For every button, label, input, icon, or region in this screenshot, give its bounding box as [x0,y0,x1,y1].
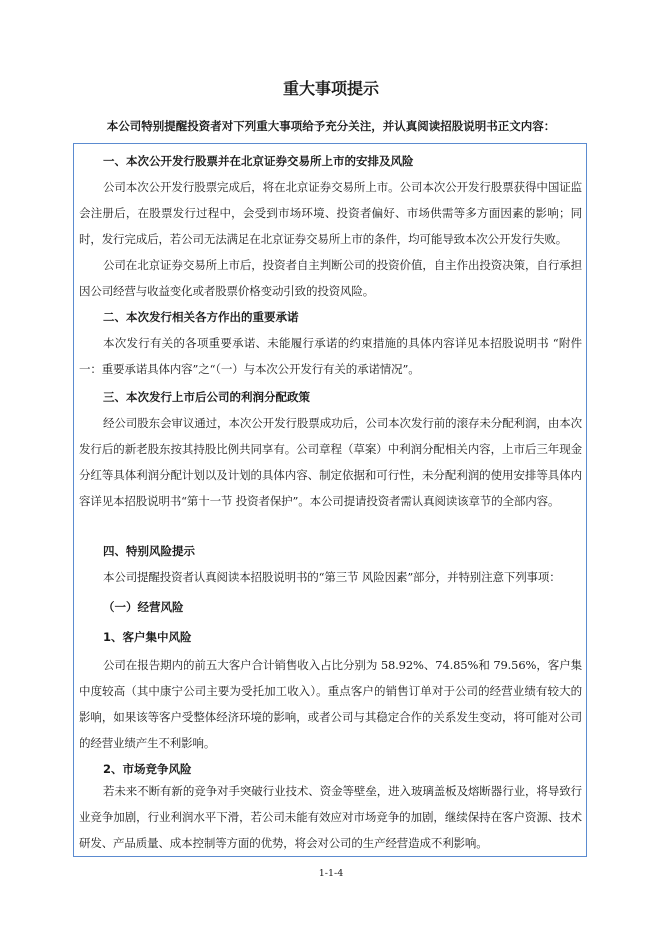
section-4-paragraph-1: 本公司提醒投资者认真阅读本招股说明书的“第三节 风险因素”部分，并特别注意下列事项： [103,570,561,584]
page-number: 1-1-4 [318,868,344,879]
risk-1-text: 公司在报告期内的前五大客户合计销售收入占比分别为 58.92%、74.85%和 79.56%，客户集中度较高（其中康宁公司主要为受托加工收入）。重点客户的销售订单对于公司的经营业绩有较大的影响，如果该等客户受整体经济环境的影响，或者公司与其稳定合作的关系发生变动，将可能对公司的经营业绩产生不利影响。 [79,658,582,750]
section-4-sub-heading-operating-risk: （一）经营风险 [103,600,184,614]
risk-2-text: 若未来不断有新的竞争对手突破行业技术、资金等壁垒，进入玻璃盖板及熔断器行业，将导致行业竞争加剧，行业利润水平下滑，若公司未能有效应对市场竞争的加剧，继续保持在客户资源、技术研发、产品质量、成本控制等方面的优势，将会对公司的生产经营造成不利影响。 [79,784,582,850]
section-3-paragraph-1: 经公司股东会审议通过，本次公开发行股票成功后，公司本次发行前的滚存未分配利润，由本次发行后的新老股东按其持股比例共同享有。公司章程（草案）中利润分配相关内容，上市后三年现金分红等具体利润分配计划以及计划的具体内容、制定依据和可行性，未分配利润的使用安排等具体内容详见本招股说明书“第十一节 投资者保护”。本公司提请投资者需认真阅读该章节的全部内容。 [79,416,582,508]
section-3-heading: 三、本次发行上市后公司的利润分配政策 [103,390,310,404]
section-1-paragraph-1: 公司本次公开发行股票完成后，将在北京证券交易所上市。公司本次公开发行股票获得中国证监会注册后，在股票发行过程中，会受到市场环境、投资者偏好、市场供需等多方面因素的影响；同时，发行完成后，若公司无法满足在北京证券交易所上市的条件，均可能导致本次公开发行失败。 [79,180,582,246]
section-1-heading: 一、本次公开发行股票并在北京证券交易所上市的安排及风险 [103,154,414,168]
section-1-paragraph-2: 公司在北京证券交易所上市后，投资者自主判断公司的投资价值，自主作出投资决策，自行承担因公司经营与收益变化或者股票价格变动引致的投资风险。 [79,258,582,298]
risk-2-title: 2、市场竞争风险 [103,762,192,776]
section-4-heading: 四、特别风险提示 [103,544,195,558]
risk-1-title: 1、客户集中风险 [103,630,192,644]
section-2-heading: 二、本次发行相关各方作出的重要承诺 [103,310,299,324]
page-subtitle: 本公司特别提醒投资者对下列重大事项给予充分关注，并认真阅读招股说明书正文内容： [106,119,556,133]
section-2-paragraph-1: 本次发行有关的各项重要承诺、未能履行承诺的约束措施的具体内容详见本招股说明书 “附件一：重要承诺具体内容”之“（一）与本次公开发行有关的承诺情况”。 [79,336,582,376]
page-title: 重大事项提示 [282,79,379,98]
